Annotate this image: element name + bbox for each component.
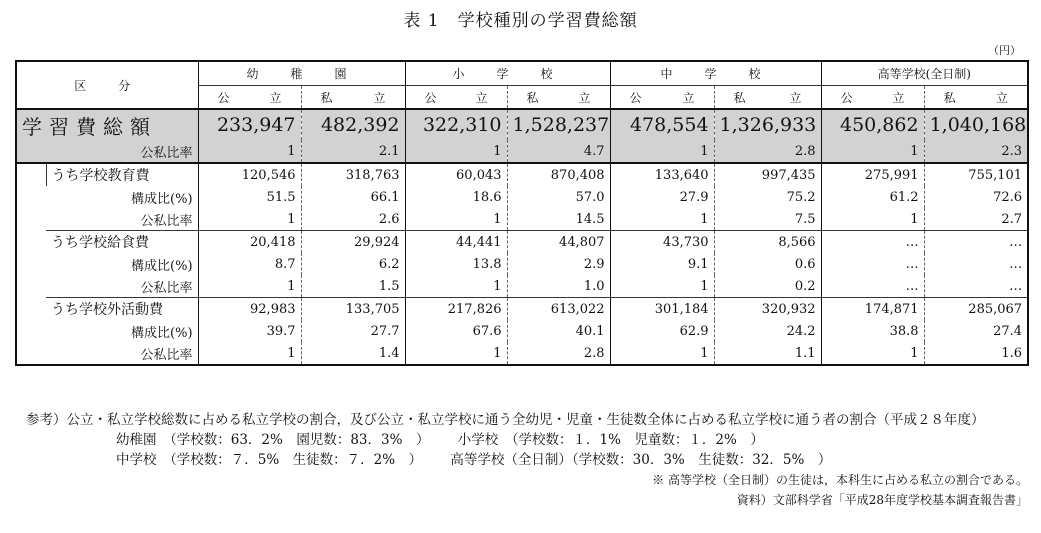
share-cell: 24.2 <box>714 320 821 342</box>
ratio-cell: 1.6 <box>924 342 1028 365</box>
ratio-cell: … <box>821 275 924 298</box>
ratio-cell: 2.6 <box>301 208 405 231</box>
header-group-high-school: 高等学校(全日制) <box>821 61 1028 86</box>
total-cell: 450,862 <box>821 109 924 140</box>
ratio-cell: 1.0 <box>507 275 610 298</box>
share-cell: 40.1 <box>507 320 610 342</box>
ratio-cell: 2.7 <box>924 208 1028 231</box>
value-cell: 29,924 <box>301 231 405 254</box>
value-cell: 174,871 <box>821 298 924 321</box>
ratio-cell: 0.2 <box>714 275 821 298</box>
ratio-cell: 1 <box>610 208 714 231</box>
value-cell: 318,763 <box>301 163 405 186</box>
share-cell: 8.7 <box>198 253 301 275</box>
value-cell: 44,807 <box>507 231 610 254</box>
header-public: 公立 <box>840 90 905 105</box>
table-row-school-education <box>16 163 1028 186</box>
table-row-share <box>16 320 1028 342</box>
ratio-cell: 2.8 <box>507 342 610 365</box>
ratio-cell: 1 <box>610 140 714 163</box>
row-label: 構成比(%) <box>131 258 193 274</box>
total-cell: 482,392 <box>301 109 405 140</box>
table-row-ratio <box>16 275 1028 298</box>
note-line-kinder-elementary <box>26 430 1031 450</box>
note-kindergarten: 幼稚園 （学校数：63．2% 園児数：83．3% ） <box>116 432 430 448</box>
ratio-cell: 1 <box>610 342 714 365</box>
share-cell: 66.1 <box>301 186 405 208</box>
share-cell: 0.6 <box>714 253 821 275</box>
value-cell: 120,546 <box>198 163 301 186</box>
share-cell: 18.6 <box>405 186 507 208</box>
share-cell: 27.7 <box>301 320 405 342</box>
ratio-cell: 1 <box>198 275 301 298</box>
value-cell: 133,640 <box>610 163 714 186</box>
share-cell: 6.2 <box>301 253 405 275</box>
share-cell: 27.9 <box>610 186 714 208</box>
total-label: 学習費総額 <box>16 109 198 140</box>
value-cell: … <box>924 231 1028 254</box>
share-cell: 75.2 <box>714 186 821 208</box>
total-cell: 478,554 <box>610 109 714 140</box>
table-row-total <box>16 109 1028 140</box>
ratio-cell: 2.8 <box>714 140 821 163</box>
share-cell: 72.6 <box>924 186 1028 208</box>
row-label: 公私比率 <box>140 347 193 363</box>
ratio-cell: 1 <box>405 208 507 231</box>
table-row-school-lunch <box>16 231 1028 254</box>
table-row-ratio <box>16 342 1028 365</box>
note-reference-heading: 参考）公立・私立学校総数に占める私立学校の割合，及び公立・私立学校に通う全幼児・児童・生徒数全体に占める私立学校に通う者の割合（平成２８年度） <box>26 412 985 428</box>
ratio-cell: 7.5 <box>714 208 821 231</box>
total-cell: 322,310 <box>405 109 507 140</box>
ratio-cell: 1 <box>821 140 924 163</box>
share-cell: … <box>821 253 924 275</box>
value-cell: 8,566 <box>714 231 821 254</box>
row-label: 構成比(%) <box>131 191 193 207</box>
header-private: 私立 <box>733 90 802 105</box>
table-row-total-ratio <box>16 140 1028 163</box>
note-footnote: ※ 高等学校（全日制）の生徒は，本科生に占める私立の割合である。 <box>652 473 1028 487</box>
ratio-cell: 1 <box>405 140 507 163</box>
ratio-cell: 14.5 <box>507 208 610 231</box>
table-row-extracurricular <box>16 298 1028 321</box>
ratio-cell: 1 <box>405 275 507 298</box>
header-public: 公立 <box>424 90 488 105</box>
header-private: 私立 <box>943 90 1009 105</box>
value-cell: 133,705 <box>301 298 405 321</box>
header-row-groups <box>16 61 1028 86</box>
total-cell: 1,326,933 <box>714 109 821 140</box>
value-cell: 613,022 <box>507 298 610 321</box>
unit-label: （円） <box>988 44 1021 57</box>
note-elementary: 小学校 （学校数：１．1% 児童数：１．2% ） <box>457 432 764 448</box>
header-kubun: 区 分 <box>16 61 198 109</box>
row-label: 構成比(%) <box>131 325 193 341</box>
table-row-ratio <box>16 208 1028 231</box>
value-cell: 217,826 <box>405 298 507 321</box>
note-high-school: 高等学校（全日制）（学校数：30．3% 生徒数：32．5% ） <box>450 452 832 468</box>
value-cell: 60,043 <box>405 163 507 186</box>
row-label: うち学校教育費 <box>46 163 198 186</box>
ratio-cell: 1 <box>821 208 924 231</box>
row-label: 公私比率 <box>140 213 193 229</box>
value-cell: 997,435 <box>714 163 821 186</box>
ratio-cell: 2.1 <box>301 140 405 163</box>
value-cell: 20,418 <box>198 231 301 254</box>
total-cell: 1,528,237 <box>507 109 610 140</box>
total-ratio-label: 公私比率 <box>46 140 198 163</box>
share-cell: … <box>924 253 1028 275</box>
value-cell: 44,441 <box>405 231 507 254</box>
share-cell: 27.4 <box>924 320 1028 342</box>
share-cell: 61.2 <box>821 186 924 208</box>
share-cell: 38.8 <box>821 320 924 342</box>
header-public: 公立 <box>217 90 282 105</box>
share-cell: 13.8 <box>405 253 507 275</box>
learning-cost-table <box>15 60 1029 366</box>
value-cell: 275,991 <box>821 163 924 186</box>
row-label: 公私比率 <box>140 280 193 296</box>
header-private: 私立 <box>320 90 386 105</box>
share-cell: 67.6 <box>405 320 507 342</box>
ratio-cell: 4.7 <box>507 140 610 163</box>
ratio-cell: 1.4 <box>301 342 405 365</box>
row-label: うち学校給食費 <box>46 231 198 254</box>
value-cell: 285,067 <box>924 298 1028 321</box>
ratio-cell: 1 <box>198 208 301 231</box>
notes-block <box>26 410 1031 510</box>
row-label: うち学校外活動費 <box>46 298 198 321</box>
value-cell: 301,184 <box>610 298 714 321</box>
ratio-cell: … <box>924 275 1028 298</box>
ratio-cell: 1.5 <box>301 275 405 298</box>
ratio-cell: 1 <box>198 140 301 163</box>
ratio-cell: 1.1 <box>714 342 821 365</box>
ratio-cell: 1 <box>198 342 301 365</box>
table-title: 表 1 学校種別の学習費総額 <box>403 11 638 31</box>
share-cell: 39.7 <box>198 320 301 342</box>
note-junior-high: 中学校 （学校数：７．5% 生徒数：７．2% ） <box>116 452 423 468</box>
value-cell: 43,730 <box>610 231 714 254</box>
value-cell: 320,932 <box>714 298 821 321</box>
ratio-cell: 1 <box>821 342 924 365</box>
share-cell: 62.9 <box>610 320 714 342</box>
share-cell: 57.0 <box>507 186 610 208</box>
header-private: 私立 <box>526 90 591 105</box>
share-cell: 9.1 <box>610 253 714 275</box>
note-line-middle-high <box>26 450 1031 470</box>
table-row-share <box>16 186 1028 208</box>
total-cell: 1,040,168 <box>924 109 1028 140</box>
value-cell: 755,101 <box>924 163 1028 186</box>
ratio-cell: 2.3 <box>924 140 1028 163</box>
share-cell: 51.5 <box>198 186 301 208</box>
note-source: 資料）文部科学省「平成28年度学校基本調査報告書」 <box>736 493 1028 507</box>
ratio-cell: 1 <box>610 275 714 298</box>
header-public: 公立 <box>629 90 695 105</box>
total-cell: 233,947 <box>198 109 301 140</box>
header-group-elementary: 小 学 校 <box>405 61 610 86</box>
header-group-kindergarten: 幼 稚 園 <box>198 61 405 86</box>
share-cell: 2.9 <box>507 253 610 275</box>
value-cell: … <box>821 231 924 254</box>
value-cell: 92,983 <box>198 298 301 321</box>
value-cell: 870,408 <box>507 163 610 186</box>
ratio-cell: 1 <box>405 342 507 365</box>
header-group-junior-high: 中 学 校 <box>610 61 821 86</box>
table-row-share <box>16 253 1028 275</box>
